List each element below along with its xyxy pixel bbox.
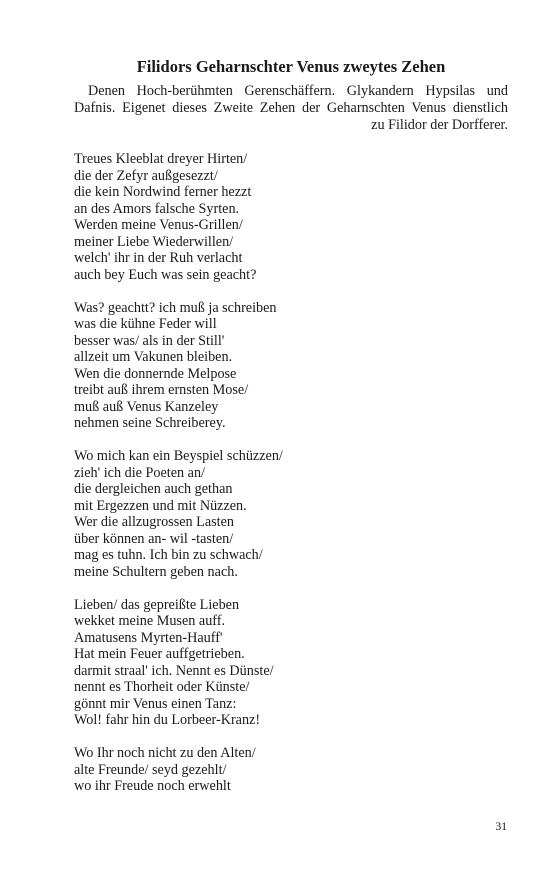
verse-line: Wen die donnernde Melpose	[74, 365, 237, 382]
verse-line: Hat mein Feuer auffgetrieben.	[74, 646, 245, 662]
verse-line: was die kühne Feder will	[74, 316, 217, 332]
verse-line: nennt es Thorheit oder Künste/	[74, 679, 250, 695]
verse-line: Wo Ihr noch nicht zu den Alten/	[74, 745, 256, 761]
poem-title: Filidors Geharnschter Venus zweytes Zehen	[136, 57, 446, 76]
stanza	[74, 448, 508, 580]
verse-line: über können an- wil -tasten/	[74, 530, 234, 547]
verse-line: Was? geachtt? ich muß ja schreiben	[74, 299, 277, 316]
verse-line: wo ihr Freude noch erwehlt	[74, 778, 231, 794]
verse-line: Wo mich kan ein Beyspiel schüzzen/	[74, 448, 283, 464]
verse-line: gönnt mir Venus einen Tanz:	[74, 695, 237, 712]
verse-line: Amatusens Myrten-Hauff'	[74, 629, 223, 646]
verse-line: alte Freunde/ seyd gezehlt/	[74, 761, 227, 778]
verse-line: allzeit um Vakunen bleiben.	[74, 349, 233, 365]
verse-line: mit Ergezzen und mit Nüzzen.	[74, 497, 247, 514]
verse-line: mag es tuhn. Ich bin zu schwach/	[74, 547, 263, 563]
verse-line: nehmen seine Schreiberey.	[74, 415, 226, 431]
verse-line: besser was/ als in der Still'	[74, 332, 225, 349]
stanza	[74, 597, 508, 729]
verse-line: meiner Liebe Wiederwillen/	[74, 233, 234, 250]
verse-line: muß auß Venus Kanzeley	[74, 398, 219, 415]
verse-line: Treues Kleeblat dreyer Hirten/	[74, 151, 248, 167]
stanza	[74, 745, 508, 795]
verse-line: treibt auß ihrem ernsten Mose/	[74, 382, 249, 398]
verse-line: die kein Nordwind ferner hezzt	[74, 184, 252, 200]
dedication-line: Denen Hoch-berühmten Gerenschäffern. Glykandern Hypsilas und	[88, 83, 508, 99]
verse-line: wekket meine Musen auff.	[74, 613, 226, 629]
poem-body	[74, 151, 508, 811]
verse-line: Wer die allzugrossen Lasten	[74, 514, 234, 530]
verse-line: meine Schultern geben nach.	[74, 563, 238, 580]
verse-line: Werden meine Venus-Grillen/	[74, 217, 243, 233]
verse-line: auch bey Euch was sein geacht?	[74, 266, 257, 283]
dedication	[74, 83, 508, 134]
verse-line: die dergleichen auch gethan	[74, 481, 233, 497]
dedication-line: Dafnis. Eigenet dieses Zweite Zehen der Geharnschten Venus dienstlich	[74, 100, 508, 116]
verse-line: Lieben/ das gepreißte Lieben	[74, 596, 240, 613]
dedication-line: zu Filidor der Dorfferer.	[371, 117, 508, 133]
stanza	[74, 151, 508, 283]
verse-line: die der Zefyr außgesezzt/	[74, 167, 218, 184]
verse-line: darmit straal' ich. Nennt es Dünste/	[74, 662, 274, 679]
page-number: 31	[495, 821, 507, 833]
stanza	[74, 300, 508, 432]
verse-line: Wol! fahr hin du Lorbeer-Kranz!	[74, 712, 261, 728]
verse-line: zieh' ich die Poeten an/	[74, 464, 205, 481]
verse-line: an des Amors falsche Syrten.	[74, 200, 240, 217]
verse-line: welch' ihr in der Ruh verlacht	[74, 250, 243, 266]
